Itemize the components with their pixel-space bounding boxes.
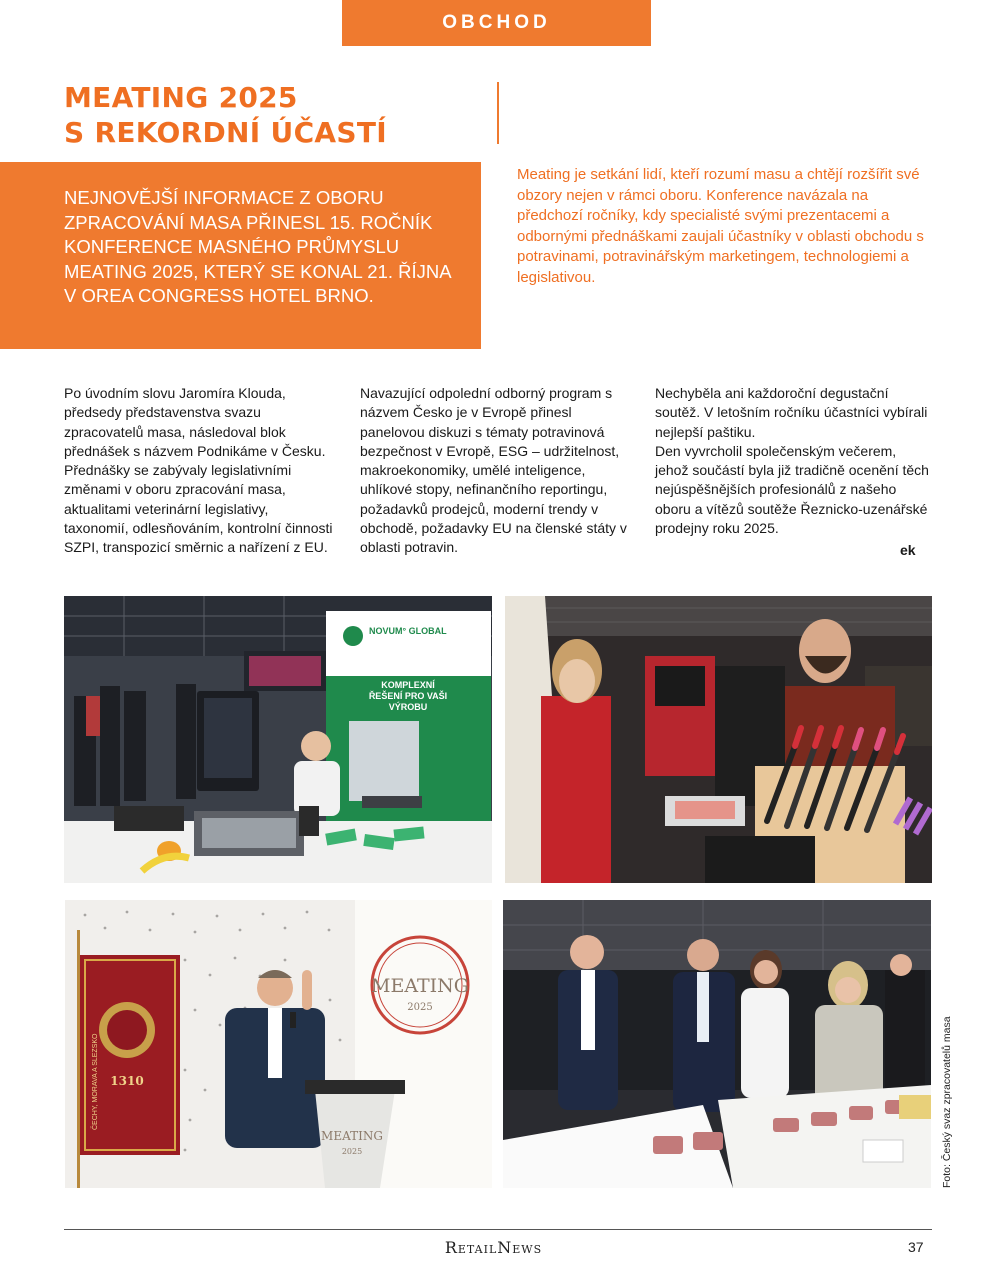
booth-banner-line-1: KOMPLEXNÍ bbox=[381, 680, 435, 690]
author-signature: ek bbox=[900, 542, 916, 558]
paragraph: Navazující odpolední odborný program s názvem Česko je v Evropě přinesl panelovou diskuzi s tématy potravinová bezpečnost v Evropě, ESG – udržitelnost, makroekonomiky, umělé inteligence, uhlíkové stopy, nefinančního reportingu, požadavků prodejců, moderní trendy v obchodě, požadavky EU na členské státy v oblasti potravin. bbox=[360, 385, 627, 556]
lead-box bbox=[0, 162, 481, 349]
photo-speaker-podium bbox=[65, 900, 492, 1188]
publication-logo: RetailNews bbox=[444, 1238, 543, 1257]
photo-tasting-competition bbox=[503, 900, 931, 1188]
body-column-3 bbox=[655, 384, 933, 538]
podium-logo-text: MEATING bbox=[321, 1129, 383, 1143]
photo-credit: Foto: Český svaz zpracovatelů masa bbox=[941, 1016, 953, 1188]
section-label: OBCHOD bbox=[342, 0, 651, 46]
podium-logo-year: 2025 bbox=[341, 1147, 363, 1156]
page-number: 37 bbox=[908, 1239, 924, 1255]
lead-text: NEJNOVĚJŠÍ INFORMACE Z OBORU ZPRACOVÁNÍ MASA PŘINESL 15. ROČNÍK KONFERENCE MASNÉHO PRŮMYSLU MEATING 2025, KTERÝ SE KONAL 21. ŘÍJNA V OREA CONGRESS HOTEL BRNO. bbox=[64, 187, 451, 306]
divider bbox=[497, 82, 499, 144]
screen-logo-year: 2025 bbox=[407, 1002, 433, 1013]
paragraph: Po úvodním slovu Jaromíra Klouda, předsedy představenstva svazu zpracovatelů masa, následoval blok přednášek s názvem Podnikáme v Česku. Přednášky se zabývaly legislativními změnami v oboru zpracování masa, aktualitami veterinární legislativy, taxonomií, odlesňováním, kontrolní činnosti SZPI, transpozicí směrnic a nařízení z EU. bbox=[64, 385, 333, 556]
screen-logo-text: MEATING bbox=[371, 975, 469, 997]
body-column-1 bbox=[64, 384, 336, 558]
intro-paragraph: Meating je setkání lidí, kteří rozumí masu a chtějí rozšířit své obzory nejen v rámci oboru. Konference navázala na předchozí ročníky, kdy specialisté svými prezentacemi a odbornými přednáškami zaujali účastníky v oblasti obchodu s potravinami, potravinářským marketingem, technologiemi a legislativou. bbox=[517, 166, 924, 286]
footer-divider bbox=[64, 1229, 932, 1230]
booth-brand-label: NOVUM° GLOBAL bbox=[369, 626, 447, 636]
article-headline bbox=[64, 80, 484, 150]
booth-banner-line-3: VÝROBU bbox=[388, 702, 428, 712]
headline-line-2: S REKORDNÍ ÚČASTÍ bbox=[64, 116, 387, 149]
headline-line-1: MEATING 2025 bbox=[64, 81, 298, 114]
flag-year: 1310 bbox=[110, 1074, 144, 1088]
body-column-2 bbox=[360, 384, 632, 558]
photo-knife-display bbox=[505, 596, 932, 883]
flag-text: ČECHY, MORAVA A SLEZSKO bbox=[92, 1033, 99, 1130]
photo-exhibition-booth bbox=[64, 596, 492, 883]
paragraph: Den vyvrcholil společenským večerem, jehož součástí byla již tradičně ocenění těch nejúspěšnějších profesionálů z našeho oboru a vítězů soutěže Řeznicko-uzenářské prodejny roku 2025. bbox=[655, 442, 929, 537]
paragraph: Nechyběla ani každoroční degustační soutěž. V letošním ročníku účastníci vybírali nejlepší paštiku. bbox=[655, 385, 928, 440]
booth-banner-line-2: ŘEŠENÍ PRO VAŠI bbox=[368, 691, 448, 701]
